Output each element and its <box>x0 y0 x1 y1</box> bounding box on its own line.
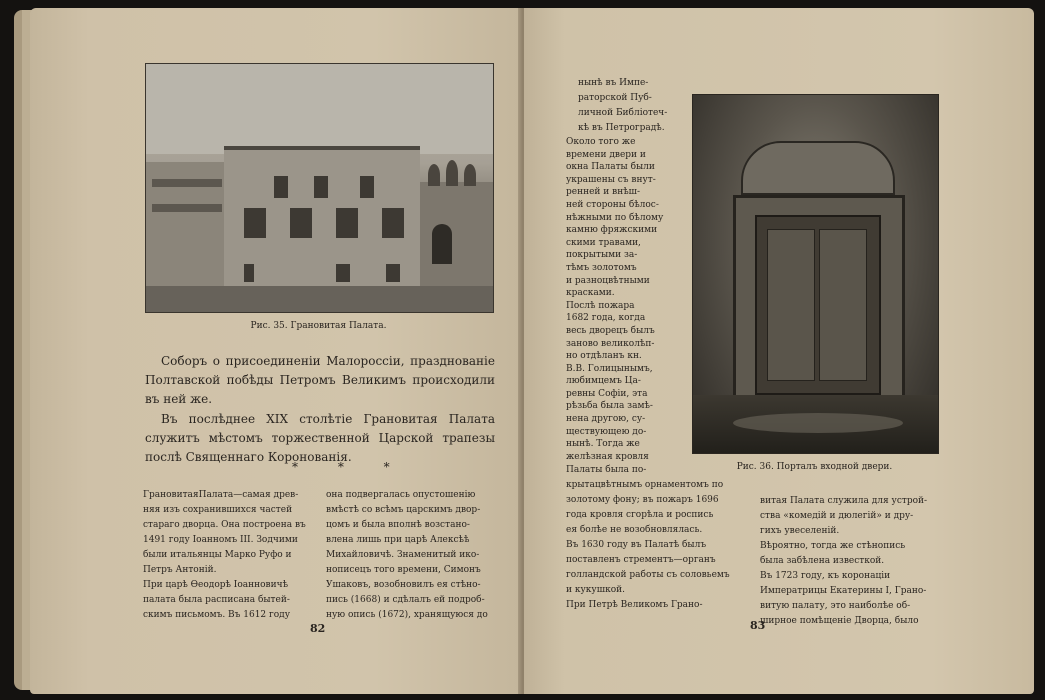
text-line: ренней и внѣш- <box>566 187 641 198</box>
text-line: была забѣлена известкой. <box>760 556 885 566</box>
page-number: 83 <box>750 619 766 632</box>
text-line: нена другою, су- <box>566 414 646 425</box>
text-line: 1491 году Іоанномъ III. Зодчими <box>143 535 298 545</box>
text-line: влена лишь при царѣ Алексѣѣ <box>326 535 470 545</box>
page-number: 82 <box>310 622 326 635</box>
text-line: года кровля сгорѣла и роспись <box>566 510 714 520</box>
text-line: золотому фону; въ пожаръ 1696 <box>566 495 719 505</box>
text-line: камню фряжскими <box>566 225 658 236</box>
text-line: гихъ увеселеній. <box>760 526 840 536</box>
text-line: скимъ письмомъ. Въ 1612 году <box>143 610 290 620</box>
text-line: Палаты была по- <box>566 465 647 475</box>
text-line: окна Палаты были <box>566 162 655 173</box>
text-line: покрытыми за- <box>566 250 638 261</box>
text-line: и разноцвѣтными <box>566 275 650 286</box>
text-line: крытацвѣтнымъ орнаментомъ по <box>566 480 724 490</box>
text-line: кѣ въ Петроградѣ. <box>578 123 665 133</box>
text-line: нописецъ того времени, Симонъ <box>326 565 481 575</box>
text-line: желѣзная кровля <box>566 451 649 462</box>
text-line: палата была расписана бытей- <box>143 595 290 605</box>
text-line: няя изъ сохранившихся частей <box>143 505 293 515</box>
figure-caption: Рис. 36. Порталъ входной двери. <box>736 462 893 472</box>
text-line: ществующею до- <box>566 426 647 437</box>
text-line: Въ 1723 году, къ коронаціи <box>760 571 891 581</box>
text-line: нынѣ. Тогда же <box>566 439 640 450</box>
text-line: ГрановитаяПалата—самая древ- <box>143 490 299 500</box>
text-line: ревны Софіи, эта <box>566 388 648 399</box>
granovitaya-palata-photo <box>145 63 494 313</box>
text-line: нѣжными по бѣлому <box>566 212 664 223</box>
text-line: ея болѣе не возобновлялась. <box>566 525 703 535</box>
text-line: личной Библіотеч- <box>578 108 668 118</box>
left-page <box>30 8 522 694</box>
text-line: и кукушкой. <box>566 585 625 595</box>
portal-door-photo <box>692 94 939 454</box>
text-line: стараго дворца. Она построена въ <box>143 520 306 530</box>
paragraph: Въ послѣднее XIX столѣтіе Грановитая Палата служитъ мѣстомъ торжественной Царской трапезы послѣ Священнаго Коронованія. <box>145 412 495 464</box>
text-line: Около того же <box>566 137 636 147</box>
text-line: ную опись (1672), хранящуюся до <box>326 610 488 620</box>
text-line: нынѣ въ Импе- <box>578 78 649 88</box>
text-line: Послѣ пожара <box>566 300 635 311</box>
top-text-block <box>578 76 690 136</box>
paragraph: Соборъ о присоединеніи Малороссіи, празднованіе Полтавской побѣды Петромъ Великимъ происходили въ ней же. <box>145 354 495 406</box>
text-line: поставленъ стрементъ—органъ <box>566 555 716 565</box>
text-line: пись (1668) и сдѣлалъ ей подроб- <box>326 595 485 605</box>
text-line: скими травами, <box>566 237 641 248</box>
text-line: ней стороны бѣлос- <box>566 199 659 210</box>
figure-caption: Рис. 35. Грановитая Палата. <box>250 321 387 331</box>
text-line: витую палату, это наиболѣе об- <box>760 601 911 611</box>
text-line: были итальянцы Марко Руфо и <box>143 550 292 560</box>
text-column-2 <box>326 488 498 623</box>
text-column-2 <box>760 494 940 629</box>
text-line: красками. <box>566 288 615 299</box>
text-line: При царѣ Ѳеодорѣ Іоанновичѣ <box>143 580 289 590</box>
text-line: заново великолѣп- <box>566 338 655 349</box>
side-text-column <box>566 136 686 463</box>
text-line: тѣмъ золотомъ <box>566 262 637 273</box>
text-line: витая Палата служила для устрой- <box>760 496 928 506</box>
text-column-1 <box>143 488 315 623</box>
text-line: Петръ Антоній. <box>143 565 217 575</box>
text-line: В.В. Голицынымъ, <box>566 363 653 374</box>
text-line: весь дворецъ былъ <box>566 325 655 336</box>
text-line: Въ 1630 году въ Палатѣ былъ <box>566 540 707 550</box>
text-line: При Петрѣ Великомъ Грано- <box>566 600 703 610</box>
text-line: украшены съ внут- <box>566 174 656 185</box>
text-line: рѣзьба была замѣ- <box>566 401 653 412</box>
text-line: но отдѣланъ кн. <box>566 351 642 362</box>
text-column-1 <box>566 463 746 613</box>
text-line: любимцемъ Ца- <box>566 376 641 387</box>
text-line: раторской Пуб- <box>578 93 652 103</box>
text-line: цомъ и была вполнѣ возстано- <box>326 520 470 530</box>
right-page <box>524 8 1034 694</box>
text-line: Ушаковъ, возобновилъ ея стѣно- <box>326 580 481 590</box>
text-line: ства «комедій и дюлегій» и дру- <box>760 511 914 521</box>
text-line: времени двери и <box>566 149 646 160</box>
text-line: вмѣстѣ со всѣмъ царскимъ двор- <box>326 505 481 515</box>
text-line: ширное помѣщеніе Дворца, было <box>760 616 919 626</box>
text-line: Императрицы Екатерины I, Грано- <box>760 586 927 596</box>
text-line: она подвергалась опустошенію <box>326 490 476 500</box>
section-separator: * * * <box>292 460 408 474</box>
text-line: Михайловичѣ. Знаменитый ико- <box>326 550 480 560</box>
text-line: Вѣроятно, тогда же стѣнопись <box>760 541 906 551</box>
text-line: голландской работы съ соловьемъ <box>566 570 730 580</box>
text-line: 1682 года, когда <box>566 313 646 324</box>
